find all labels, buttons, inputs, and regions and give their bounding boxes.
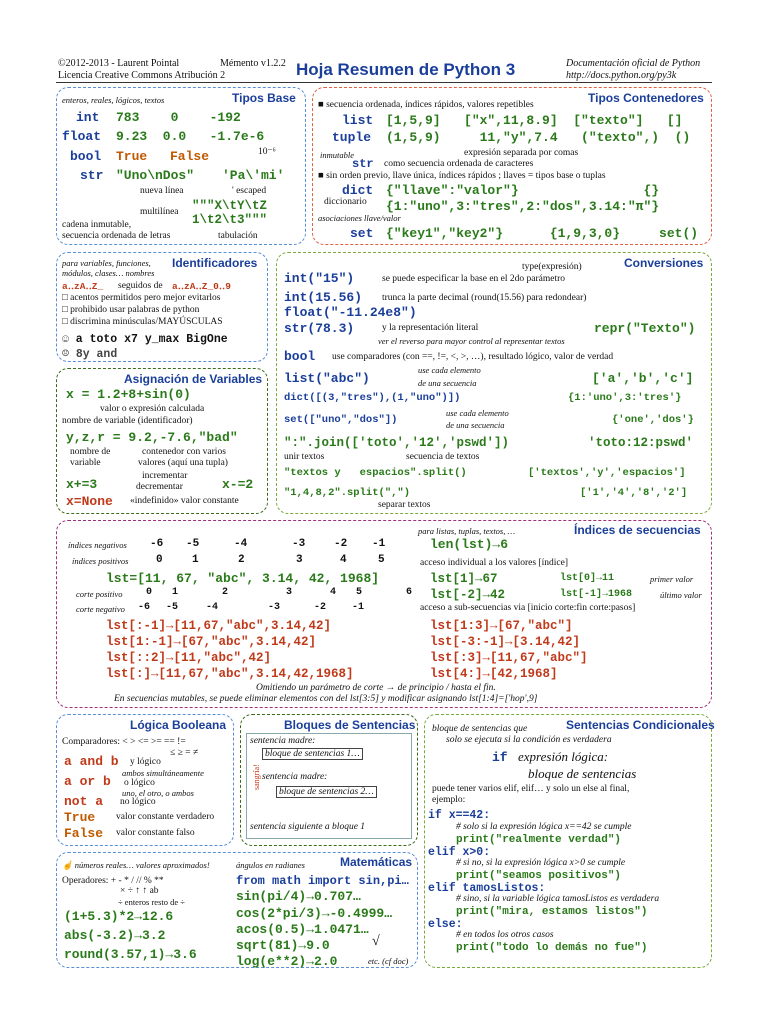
diccionario-note: diccionario	[324, 197, 367, 207]
int-values: 783 0 -192	[116, 110, 241, 125]
pos-row-cell: 0	[156, 554, 163, 566]
math-expr-2: abs(-3.2)→3.2	[64, 928, 166, 943]
slice-1: lst[:-1]→[11,67,"abc",3.14,42]	[106, 619, 332, 633]
reales-note: ☝ números reales… valores aproximados!	[62, 860, 210, 870]
escaped-note: ' escaped	[232, 186, 267, 196]
dict-keyword: dict	[342, 183, 374, 198]
cond-comment-3: # sino, si la variable lógica tamosListos es verdadera	[456, 894, 660, 904]
false-const: False	[64, 826, 104, 841]
tipos-base-title: Tipos Base	[232, 91, 296, 105]
cond-print-2: print("seamos positivos")	[456, 870, 622, 882]
triple-line-1: """X\tY\tZ	[192, 199, 268, 213]
conv-unir: unir textos	[284, 452, 325, 462]
math-sin: sin(pi/4)→0.707…	[236, 889, 361, 904]
math-acos: acos(0.5)→1.0471…	[236, 922, 369, 937]
mutable-note: En secuencias mutables, se puede eliminar elementos con del lst[3:5] y modificar asignando lst[1:4]=['hop',9]	[114, 694, 538, 704]
doc-url[interactable]: http://docs.python.org/py3k	[566, 70, 677, 81]
access-3: lst[-2]→42	[430, 588, 506, 602]
conv-split-1-result: ['textos','y','espacios']	[528, 467, 686, 479]
logica-title: Lógica Booleana	[130, 718, 227, 732]
multilinea-note: multilínea	[140, 207, 179, 217]
str-b: 'Pa\'mi'	[222, 168, 285, 183]
assign-name-b: variable	[70, 458, 101, 468]
conv-secu: secuencia de textos	[406, 452, 480, 462]
conv-dict-result: {1:'uno',3:'tres'}	[568, 392, 682, 404]
if-keyword: if	[492, 750, 508, 765]
set-values: {"key1","key2"} {1,9,3,0} set()	[386, 226, 699, 241]
cpos-row-cell: 4	[330, 587, 337, 598]
cpos-row-cell: 6	[406, 587, 413, 598]
acceso-note: acceso individual a los valores [índice]	[420, 558, 568, 568]
conv-str: str(78.3)	[284, 321, 355, 336]
cneg-row-cell: -2	[314, 602, 327, 613]
conv-bool: bool	[284, 349, 316, 364]
conv-set-note-2: de una secuencia	[446, 420, 505, 430]
set-keyword: set	[350, 226, 374, 241]
omit-note: Omitiendo un parámetro de corte → de principio / hasta el fin.	[256, 683, 496, 693]
conv-list-note-2: de una secuencia	[418, 378, 477, 388]
indices-para: para listas, tuplas, textos, …	[418, 526, 516, 536]
conv-set-note: use cada elemento	[446, 408, 509, 418]
operadores: Operadores: + - * / // % **	[62, 876, 164, 886]
pos-row-cell: 3	[296, 554, 303, 566]
and-expr: a and b	[64, 754, 119, 769]
and-note-2: ambos simultáneamente	[122, 768, 204, 778]
str-a: "Uno\nDos"	[116, 168, 195, 183]
bool-keyword: bool	[70, 149, 102, 164]
etc-note: etc. (cf doc)	[368, 956, 409, 966]
conv-dict: dict([(3,"tres"),(1,"uno")])	[284, 392, 461, 404]
cpos-row-cell: 1	[172, 587, 179, 598]
dec-note: decrementar	[136, 482, 183, 492]
condicionales-title: Sentencias Condicionales	[566, 718, 715, 732]
bloque-siguiente: sentencia siguiente a bloque 1	[250, 822, 366, 832]
slice-6: lst[:3]→[11,67,"abc"]	[430, 651, 588, 665]
conv-separar: separar textos	[378, 500, 431, 510]
math-expr-1: (1+5.3)*2→12.6	[64, 909, 174, 924]
ident-sub-2: módulos, clases… nombres	[62, 268, 155, 278]
header-divider	[56, 82, 712, 83]
neg-row-cell: -2	[334, 538, 348, 550]
true-note: valor constante verdadero	[116, 812, 215, 822]
list-values: [1,5,9] ["x",11,8.9] ["texto"] []	[386, 113, 683, 128]
ident-rule-3: □ prohibido usar palabras de python	[62, 305, 200, 315]
cneg-row-cell: -1	[352, 602, 365, 613]
cadena-note-1: cadena inmutable,	[62, 220, 132, 230]
cond-elif-2: elif tamosListos:	[428, 882, 546, 895]
slice-3: lst[1:-1]→[67,"abc",3.14,42]	[106, 635, 317, 649]
ordered-bullet: ■ secuencia ordenada, índices rápidos, valores repetibles	[318, 100, 534, 110]
pos-row-cell: 5	[378, 554, 385, 566]
dict-values-1: {"llave":"valor"} {}	[386, 183, 660, 198]
cneg-row-cell: -6	[138, 602, 151, 613]
access-1: lst[1]→67	[430, 572, 498, 586]
identificadores-title: Identificadores	[172, 256, 258, 270]
cond-print-1: print("realmente verdad")	[456, 834, 622, 846]
not-expr: not a	[64, 794, 104, 809]
triple-line-2: 1\t2\t3"""	[192, 213, 268, 227]
or-note-2: uno, el otro, o ambos	[122, 788, 194, 798]
slice-4: lst[-3:-1]→[3.14,42]	[430, 635, 581, 649]
str-keyword: str	[80, 168, 104, 183]
conv-list-note: use cada elemento	[418, 365, 481, 375]
tuple-keyword: tuple	[332, 130, 372, 145]
conv-reverso: ver el reverso para mayor control al representar textos	[378, 336, 565, 346]
conv-split-1: "textos y espacios".split()	[284, 467, 467, 479]
tipos-base-sub: enteros, reales, lógicos, textos	[62, 95, 165, 105]
pos-row-cell: 2	[238, 554, 245, 566]
ident-bad: ☹ 8y and	[62, 348, 118, 361]
tuple-values: (1,5,9) 11,"y",7.4 ("texto",) ()	[386, 130, 691, 145]
check-icon: √	[372, 934, 380, 949]
bool-false: False	[170, 149, 210, 164]
cadena-note-2: secuencia ordenada de letras	[62, 231, 171, 241]
tabulacion-note: tabulación	[218, 231, 258, 241]
conv-repr: repr("Texto")	[594, 321, 696, 336]
cond-elif-1: elif x>0:	[428, 846, 491, 859]
asoc-note: asociaciones llave/valor	[318, 213, 401, 223]
copyright: ©2012-2013 - Laurent Pointal	[58, 58, 180, 69]
bloque-madre-1: sentencia madre:	[250, 736, 316, 746]
or-note: o lógico	[124, 778, 155, 788]
indices-title: Índices de secuencias	[574, 523, 701, 537]
neg-row-cell: -6	[150, 538, 164, 550]
conv-float: float("-11.24e8")	[284, 305, 417, 320]
and-note: y lógico	[130, 757, 161, 767]
bloques-title: Bloques de Sentencias	[284, 718, 416, 732]
ident-rule-a: a‥zA‥Z_	[62, 281, 104, 292]
slice-2: lst[1:3]→[67,"abc"]	[430, 619, 573, 633]
conv-split-2-result: ['1','4','8','2']	[580, 487, 688, 499]
dict-values-2: {1:"uno",3:"tres",2:"dos",3.14:"π"}	[386, 199, 660, 214]
conv-int-1-note: se puede especificar la base en el 2do parámetro	[382, 274, 566, 284]
bloque-2: bloque de sentencias 2…	[276, 786, 377, 798]
conv-int-2: int(15.56)	[284, 290, 363, 305]
unordered-bullet: ■ sin orden previo, llave única, índices rápidos ; llaves = tipos base o tuplas	[318, 171, 606, 181]
cond-comment-4: # en todos los otros casos	[456, 930, 554, 940]
inc-note: incrementar	[142, 471, 188, 481]
not-note: no lógico	[120, 797, 156, 807]
assign-dec: x-=2	[222, 477, 254, 492]
cond-comment-1: # solo si la expresión lógica x==42 se cumple	[456, 822, 632, 832]
conv-str-note: y la representación literal	[382, 323, 479, 333]
conversiones-title: Conversiones	[624, 256, 704, 270]
assign-line-1: x = 1.2+8+sin(0)	[66, 387, 191, 402]
cpos-row-cell: 5	[356, 587, 363, 598]
if-block: bloque de sentencias	[528, 766, 637, 781]
conv-join-result: 'toto:12:pswd'	[588, 436, 694, 450]
exp-note: 10⁻⁶	[258, 147, 276, 157]
inmutable-note: inmutable	[320, 150, 354, 160]
neg-row-cell: -4	[234, 538, 248, 550]
cneg-row-cell: -4	[206, 602, 219, 613]
ident-good: ☺ a toto x7 y_max BigOne	[62, 333, 228, 346]
conv-list: list("abc")	[284, 371, 370, 386]
cond-else: else:	[428, 918, 463, 931]
math-log: log(e**2)→2.0	[236, 954, 338, 969]
cneg-row-cell: -5	[166, 602, 179, 613]
true-const: True	[64, 810, 96, 825]
assign-note-1: valor o expresión calculada	[100, 404, 205, 414]
or-expr: a or b	[64, 774, 111, 789]
cond-desc-4: ejemplo:	[432, 795, 466, 805]
assign-note-2: nombre de variable (identificador)	[62, 416, 193, 426]
access-2: lst[0]→11	[560, 573, 615, 584]
cond-comment-2: # si no, si la expresión lógica x>0 se cumple	[456, 858, 626, 868]
len-expr: len(lst)→6	[430, 537, 509, 552]
assign-cont-b: valores (aquí una tupla)	[138, 458, 228, 468]
slice-5: lst[::2]→[11,"abc",42]	[106, 651, 272, 665]
ident-rule-4: □ discrimina minúsculas/MAYÚSCULAS	[62, 317, 223, 327]
license: Licencia Creative Commons Atribución 2	[58, 70, 226, 81]
conv-int-1: int("15")	[284, 271, 355, 286]
conv-join: ":".join(['toto','12','pswd'])	[284, 436, 510, 450]
cneg-row-cell: -3	[268, 602, 281, 613]
float-keyword: float	[62, 129, 102, 144]
if-expression: expresión lógica:	[518, 749, 609, 764]
str-seq-note: como secuencia ordenada de caracteres	[384, 159, 534, 169]
cond-print-4: print("todo lo demás no fue")	[456, 942, 648, 954]
bool-true: True	[116, 149, 148, 164]
float-values: 9.23 0.0 -1.7e-6	[116, 129, 265, 144]
neg-row-cell: -1	[372, 538, 386, 550]
enteros-note: ÷ enteros resto de ÷	[118, 897, 185, 907]
cpos-row-cell: 3	[286, 587, 293, 598]
neg-row-cell: -3	[292, 538, 306, 550]
list-keyword: list	[342, 113, 374, 128]
pos-row-cell: 4	[340, 554, 347, 566]
false-note: valor constante falso	[116, 828, 195, 838]
ident-rule-2: □ acentos permitidos pero mejor evitarlos	[62, 293, 221, 303]
nueva-linea-note: nueva línea	[140, 186, 184, 196]
pos-index-label: índices positivos	[72, 556, 129, 566]
comparadores-math: ≤ ≥ = ≠	[170, 748, 199, 758]
conv-bool-note: use comparadores (con ==, !=, <, >, …), resultado lógico, valor de verdad	[332, 352, 614, 362]
lst-definition: lst=[11, 67, "abc", 3.14, 42, 1968]	[106, 571, 380, 586]
access-4-note: último valor	[660, 590, 702, 600]
cond-print-3: print("mira, estamos listos")	[456, 906, 648, 918]
contenedores-title: Tipos Contenedores	[588, 91, 704, 105]
angulos-note: ángulos en radianes	[236, 860, 305, 870]
type-hint: type(expresión)	[522, 262, 582, 272]
sub-note: acceso a sub-secuencias via [inicio corte:fin corte:pasos]	[420, 603, 636, 613]
page-title: Hoja Resumen de Python 3	[296, 60, 516, 79]
pos-row-cell: 1	[192, 554, 199, 566]
slice-7: lst[:]→[11,67,"abc",3.14,42,1968]	[106, 667, 354, 681]
cneg-label: corte negativo	[76, 604, 125, 614]
assign-line-2: y,z,r = 9.2,-7.6,"bad"	[66, 430, 238, 445]
str-keyword-2: str	[352, 157, 374, 171]
expr-note: expresión separada por comas	[464, 148, 579, 158]
cond-desc-3: puede tener varios elif, elif… y solo un else al final,	[432, 784, 630, 794]
conv-set: set(["uno","dos"])	[284, 414, 398, 426]
access-4: lst[-1]→1968	[560, 589, 633, 600]
conv-int-2-note: trunca la parte decimal (round(15.56) para redondear)	[382, 293, 587, 303]
assign-cont-a: contenedor con varios	[142, 447, 226, 457]
assign-name-a: nombre de	[70, 447, 111, 457]
math-expr-3: round(3.57,1)→3.6	[64, 947, 197, 962]
cond-if: if x==42:	[428, 809, 491, 822]
cond-desc-1: bloque de sentencias que	[432, 724, 528, 734]
doc-label: Documentación oficial de Python	[566, 58, 701, 69]
math-import: from math import sin,pi…	[236, 874, 409, 888]
ident-rule-c: a‥zA‥Z_0‥9	[172, 281, 231, 292]
neg-index-label: índices negativos	[68, 540, 127, 550]
math-cos: cos(2*pi/3)→-0.4999…	[236, 906, 393, 921]
operadores-math: × ÷ ↑ ↑ ab	[120, 886, 159, 896]
conv-set-result: {'one','dos'}	[612, 414, 694, 426]
ident-sub-1: para variables, funciones,	[62, 258, 151, 268]
assign-none: x=None	[66, 494, 113, 509]
conv-list-result: ['a','b','c']	[592, 371, 694, 386]
comparadores: Comparadores: < > <= >= == !=	[62, 737, 186, 747]
cpos-row-cell: 2	[222, 587, 229, 598]
cpos-row-cell: 0	[146, 587, 153, 598]
assign-none-note: «indefinido» valor constante	[130, 496, 239, 506]
bloque-madre-2: sentencia madre:	[262, 772, 328, 782]
ident-rule-b: seguidos de	[118, 281, 163, 291]
bloque-1: bloque de sentencias 1…	[262, 748, 363, 760]
slice-8: lst[4:]→[42,1968]	[430, 667, 558, 681]
int-keyword: int	[76, 110, 100, 125]
asignacion-title: Asignación de Variables	[124, 372, 263, 386]
memento-version: Mémento v1.2.2	[220, 58, 286, 69]
cond-desc-2: solo se ejecuta si la condición es verdadera	[446, 735, 612, 745]
sangria-label: sangría!	[252, 764, 261, 790]
assign-inc: x+=3	[66, 477, 98, 492]
matematicas-title: Matemáticas	[340, 855, 413, 869]
cpos-label: corte positivo	[76, 589, 123, 599]
access-2-note: primer valor	[650, 574, 694, 584]
math-sqrt: sqrt(81)→9.0	[236, 938, 330, 953]
conv-split-2: "1,4,8,2".split(",")	[284, 487, 411, 499]
neg-row-cell: -5	[186, 538, 200, 550]
